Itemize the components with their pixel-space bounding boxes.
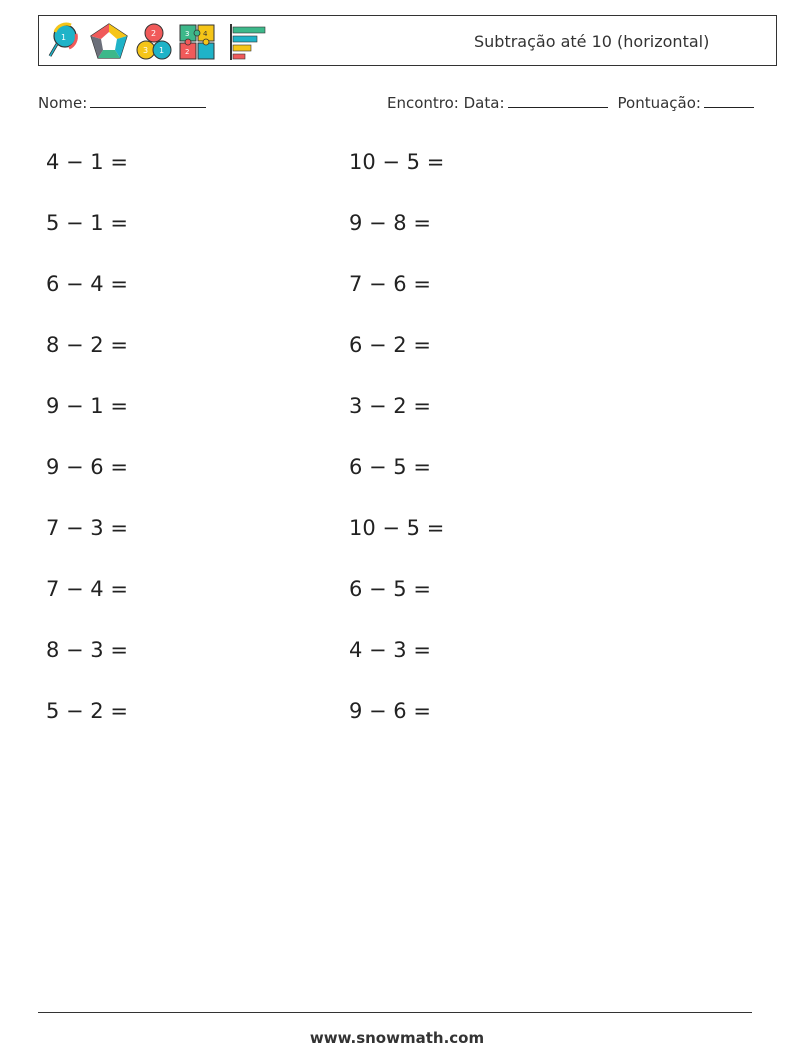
logo-number: 4 — [203, 30, 208, 38]
footer-url[interactable]: www.snowmath.com — [309, 1029, 485, 1047]
worksheet-title: Subtração até 10 (horizontal) — [474, 32, 710, 51]
problem-left-10: 5 − 2 = — [46, 699, 128, 723]
problem-right-2: 9 − 8 = — [349, 211, 431, 235]
problem-right-5: 3 − 2 = — [349, 394, 431, 418]
problem-right-7: 10 − 5 = — [349, 516, 445, 540]
problem-right-3: 7 − 6 = — [349, 272, 431, 296]
logo-number: 1 — [159, 46, 165, 55]
logo-number: 2 — [151, 29, 157, 38]
name-field — [38, 93, 206, 112]
problem-left-2: 5 − 1 = — [46, 211, 128, 235]
logo-number: 2 — [185, 48, 190, 56]
problem-right-9: 4 − 3 = — [349, 638, 431, 662]
pentagon-icon — [91, 24, 127, 58]
problem-right-6: 6 − 5 = — [349, 455, 431, 479]
score-blank[interactable] — [704, 93, 754, 108]
logo-number: 3 — [185, 30, 190, 38]
problem-left-6: 9 − 6 = — [46, 455, 128, 479]
worksheet-header — [38, 15, 777, 66]
problem-left-7: 7 − 3 = — [46, 516, 128, 540]
name-blank[interactable] — [90, 93, 206, 108]
logo-number: 3 — [143, 46, 149, 55]
problem-left-4: 8 − 2 = — [46, 333, 128, 357]
puzzle-icon — [180, 25, 214, 59]
logo-number: 1 — [61, 33, 67, 42]
magnifier-icon — [50, 24, 76, 56]
problem-left-3: 6 − 4 = — [46, 272, 128, 296]
meta-fields — [387, 93, 754, 112]
name-label: Nome: — [38, 94, 88, 112]
number-circles-icon — [137, 24, 171, 59]
date-blank[interactable] — [508, 93, 608, 108]
problem-left-5: 9 − 1 = — [46, 394, 128, 418]
footer-divider — [38, 1012, 752, 1013]
problem-left-9: 8 − 3 = — [46, 638, 128, 662]
score-label: Pontuação: — [617, 94, 701, 112]
problem-right-1: 10 − 5 = — [349, 150, 445, 174]
bar-chart-icon — [231, 24, 265, 60]
logo-strip — [45, 20, 275, 62]
problem-left-8: 7 − 4 = — [46, 577, 128, 601]
problem-left-1: 4 − 1 = — [46, 150, 128, 174]
problem-right-8: 6 − 5 = — [349, 577, 431, 601]
problem-right-4: 6 − 2 = — [349, 333, 431, 357]
problem-right-10: 9 − 6 = — [349, 699, 431, 723]
encounter-date-label: Encontro: Data: — [387, 94, 505, 112]
